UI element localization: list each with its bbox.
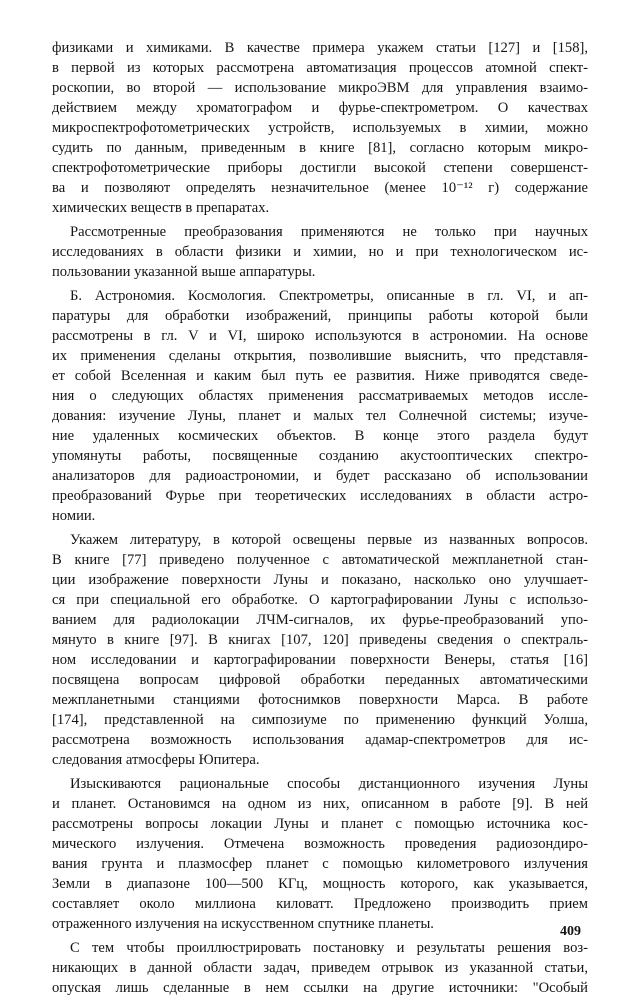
section-heading-line: Б. Астрономия. Космология. Спектрометры, описанные в гл. VI, и ап- xyxy=(70,288,588,304)
text-line: ва и позволяют определять незначительное (менее 10⁻¹² г) содержание xyxy=(52,180,588,196)
text-line: спектрофотометрические приборы достигли высокой степени совершенст- xyxy=(52,160,588,176)
text-line: отраженного излучения на искусственном спутнике планеты. xyxy=(52,916,434,932)
text-line: анализаторов для радиоастрономии, и будет рассказано об использовании xyxy=(52,468,588,484)
text-line: никающих в данной области задач, приведем отрывок из указанной статьи, xyxy=(52,960,588,976)
text-line: Рассмотренные преобразования применяются не только при научных xyxy=(70,224,588,240)
text-line: ном исследовании и картографировании поверхности Венеры, статья [16] xyxy=(52,652,588,668)
text-line: действием между хроматографом и фурье-спектрометром. О качествах xyxy=(52,100,588,116)
text-line: ние удаленных космических объектов. В конце этого раздела будут xyxy=(52,428,588,444)
text-line: судить по данным, приведенным в книге [81], согласно которым микро- xyxy=(52,140,588,156)
text-line: [174], представленной на симпозиуме по применению функций Уолша, xyxy=(52,712,588,728)
text-line: В книге [77] приведено полученное с автоматической межпланетной стан- xyxy=(52,552,588,568)
text-line: исследованиях в области физики и химии, но и при технологическом ис- xyxy=(52,244,588,260)
text-line: посвящена вопросам цифровой обработки переданных автоматическими xyxy=(52,672,588,688)
text-line: мянуто в книге [97]. В книгах [107, 120] приведены сведения о спектраль- xyxy=(52,632,588,648)
text-line: С тем чтобы проиллюстрировать постановку и результаты решения воз- xyxy=(70,940,588,956)
text-line: ции изображение поверхности Луны и показано, насколько оно улучшает- xyxy=(52,572,588,588)
text-line: рассмотрены в гл. V и VI, широко используются в астрономии. На основе xyxy=(52,328,588,344)
text-line: рассмотрена возможность использования адамар-спектрометров для ис- xyxy=(52,732,588,748)
text-line: опуская лишь сделанные в нем ссылки на другие источники: "Особый xyxy=(52,980,588,996)
text-line: рассмотрены вопросы локации Луны и планет с помощью источника кос- xyxy=(52,816,588,832)
text-line: микроспектрофотометрических устройств, используемых в химии, можно xyxy=(52,120,588,136)
text-line: Земли в диапазоне 100—500 КГц, мощность которого, как указывается, xyxy=(52,876,588,892)
text-line: составляет около миллиона киловатт. Предложено производить прием xyxy=(52,896,588,912)
text-line: Укажем литературу, в которой освещены первые из названных вопросов. xyxy=(70,532,588,548)
text-line: в первой из которых рассмотрена автоматизация процессов атомной спект- xyxy=(52,60,588,76)
text-line: химических веществ в препаратах. xyxy=(52,200,270,216)
text-line: ния о следующих областях применения рассматриваемых методов иссле- xyxy=(52,388,588,404)
text-line: межпланетными станциями фотоснимков поверхности Марса. В работе xyxy=(52,692,588,708)
text-line: преобразований Фурье при теоретических исследованиях в области астро- xyxy=(52,488,588,504)
text-line: ся при специальной его обработке. О картографировании Луны с использо- xyxy=(52,592,588,608)
page-number: 409 xyxy=(560,924,581,939)
text-line: дования: изучение Луны, планет и малых тел Солнечной системы; изуче- xyxy=(52,408,588,424)
text-line: физиками и химиками. В качестве примера укажем статьи [127] и [158], xyxy=(52,40,588,56)
text-line: следования атмосферы Юпитера. xyxy=(52,752,260,768)
text-line: и планет. Остановимся на одном из них, описанном в работе [9]. В ней xyxy=(52,796,588,812)
text-line: упомянуты работы, посвященные созданию акустооптических спектро- xyxy=(52,448,588,464)
text-line: пользовании указанной выше аппаратуры. xyxy=(52,264,316,280)
text-line: номии. xyxy=(52,508,96,524)
text-line: ет собой Вселенная и каким был путь ее развития. Ниже приводятся сведе- xyxy=(52,368,588,384)
text-line: их применения сделаны открытия, позволившие выяснить, что представля- xyxy=(52,348,588,364)
text-line: ванием для радиолокации ЛЧМ-сигналов, их фурье-преобразований упо- xyxy=(52,612,588,628)
text-line: мического излучения. Отмечена возможность проведения радиозондиро- xyxy=(52,836,588,852)
text-line: паратуры для обработки изображений, принципы работы которой были xyxy=(52,308,588,324)
text-line: вания грунта и плазмосфер планет с помощью километрового излучения xyxy=(52,856,588,872)
text-line: Изыскиваются рациональные способы дистанционного изучения Луны xyxy=(70,776,588,792)
text-line: роскопии, во второй — использование микроЭВМ для управления взаимо- xyxy=(52,80,588,96)
